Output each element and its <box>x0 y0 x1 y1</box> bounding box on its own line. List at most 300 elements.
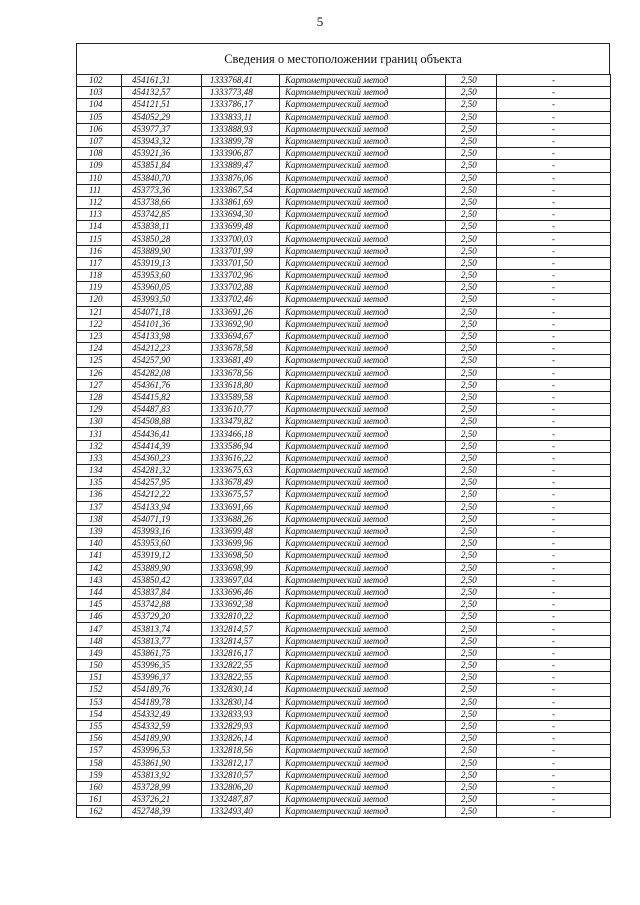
precision-cell: 2,50 <box>446 794 497 806</box>
point-number-cell: 159 <box>77 769 122 781</box>
x-coordinate-cell: 454487,83 <box>122 404 202 416</box>
x-coordinate-cell: 454052,29 <box>122 111 202 123</box>
description-cell: - <box>497 209 611 221</box>
table-row <box>77 477 611 489</box>
boundary-sheet <box>76 43 610 818</box>
y-coordinate-cell: 1332830,14 <box>202 684 280 696</box>
y-coordinate-cell: 1333702,88 <box>202 282 280 294</box>
table-row <box>77 404 611 416</box>
description-cell: - <box>497 635 611 647</box>
x-coordinate-cell: 453960,05 <box>122 282 202 294</box>
description-cell: - <box>497 806 611 818</box>
description-cell: - <box>497 525 611 537</box>
table-row <box>77 111 611 123</box>
point-number-cell: 153 <box>77 696 122 708</box>
description-cell: - <box>497 684 611 696</box>
point-number-cell: 145 <box>77 599 122 611</box>
x-coordinate-cell: 453953,60 <box>122 538 202 550</box>
method-cell: Картометрический метод <box>280 611 446 623</box>
point-number-cell: 104 <box>77 99 122 111</box>
point-number-cell: 140 <box>77 538 122 550</box>
y-coordinate-cell: 1333888,93 <box>202 123 280 135</box>
point-number-cell: 106 <box>77 123 122 135</box>
x-coordinate-cell: 454133,94 <box>122 501 202 513</box>
precision-cell: 2,50 <box>446 111 497 123</box>
description-cell: - <box>497 233 611 245</box>
y-coordinate-cell: 1333833,11 <box>202 111 280 123</box>
table-row <box>77 196 611 208</box>
description-cell: - <box>497 404 611 416</box>
precision-cell: 2,50 <box>446 465 497 477</box>
point-number-cell: 127 <box>77 379 122 391</box>
method-cell: Картометрический метод <box>280 87 446 99</box>
precision-cell: 2,50 <box>446 733 497 745</box>
point-number-cell: 141 <box>77 550 122 562</box>
table-row <box>77 684 611 696</box>
point-number-cell: 117 <box>77 257 122 269</box>
precision-cell: 2,50 <box>446 148 497 160</box>
y-coordinate-cell: 1332829,93 <box>202 720 280 732</box>
table-row <box>77 513 611 525</box>
precision-cell: 2,50 <box>446 660 497 672</box>
precision-cell: 2,50 <box>446 391 497 403</box>
point-number-cell: 105 <box>77 111 122 123</box>
y-coordinate-cell: 1333691,66 <box>202 501 280 513</box>
table-row <box>77 574 611 586</box>
y-coordinate-cell: 1332487,87 <box>202 794 280 806</box>
y-coordinate-cell: 1333675,57 <box>202 489 280 501</box>
method-cell: Картометрический метод <box>280 123 446 135</box>
point-number-cell: 151 <box>77 672 122 684</box>
description-cell: - <box>497 99 611 111</box>
precision-cell: 2,50 <box>446 416 497 428</box>
y-coordinate-cell: 1333698,50 <box>202 550 280 562</box>
method-cell: Картометрический метод <box>280 355 446 367</box>
description-cell: - <box>497 135 611 147</box>
point-number-cell: 132 <box>77 440 122 452</box>
table-row <box>77 221 611 233</box>
point-number-cell: 148 <box>77 635 122 647</box>
precision-cell: 2,50 <box>446 599 497 611</box>
description-cell: - <box>497 75 611 87</box>
y-coordinate-cell: 1332812,17 <box>202 757 280 769</box>
point-number-cell: 102 <box>77 75 122 87</box>
table-row <box>77 245 611 257</box>
description-cell: - <box>497 562 611 574</box>
method-cell: Картометрический метод <box>280 647 446 659</box>
x-coordinate-cell: 454212,23 <box>122 343 202 355</box>
section-title: Сведения о местоположении границ объекта <box>76 43 610 74</box>
precision-cell: 2,50 <box>446 306 497 318</box>
description-cell: - <box>497 477 611 489</box>
point-number-cell: 116 <box>77 245 122 257</box>
precision-cell: 2,50 <box>446 196 497 208</box>
description-cell: - <box>497 330 611 342</box>
description-cell: - <box>497 148 611 160</box>
description-cell: - <box>497 757 611 769</box>
x-coordinate-cell: 453953,60 <box>122 270 202 282</box>
precision-cell: 2,50 <box>446 452 497 464</box>
x-coordinate-cell: 454071,19 <box>122 513 202 525</box>
description-cell: - <box>497 611 611 623</box>
method-cell: Картометрический метод <box>280 623 446 635</box>
method-cell: Картометрический метод <box>280 477 446 489</box>
method-cell: Картометрический метод <box>280 733 446 745</box>
point-number-cell: 120 <box>77 294 122 306</box>
method-cell: Картометрический метод <box>280 209 446 221</box>
y-coordinate-cell: 1332810,57 <box>202 769 280 781</box>
x-coordinate-cell: 453813,77 <box>122 635 202 647</box>
precision-cell: 2,50 <box>446 318 497 330</box>
point-number-cell: 155 <box>77 720 122 732</box>
description-cell: - <box>497 282 611 294</box>
table-row <box>77 87 611 99</box>
description-cell: - <box>497 87 611 99</box>
precision-cell: 2,50 <box>446 440 497 452</box>
y-coordinate-cell: 1332816,17 <box>202 647 280 659</box>
table-row <box>77 209 611 221</box>
precision-cell: 2,50 <box>446 806 497 818</box>
method-cell: Картометрический метод <box>280 221 446 233</box>
description-cell: - <box>497 245 611 257</box>
y-coordinate-cell: 1332493,40 <box>202 806 280 818</box>
description-cell: - <box>497 318 611 330</box>
method-cell: Картометрический метод <box>280 75 446 87</box>
point-number-cell: 121 <box>77 306 122 318</box>
table-row <box>77 257 611 269</box>
x-coordinate-cell: 454257,95 <box>122 477 202 489</box>
y-coordinate-cell: 1333616,22 <box>202 452 280 464</box>
x-coordinate-cell: 453726,21 <box>122 794 202 806</box>
x-coordinate-cell: 453921,36 <box>122 148 202 160</box>
description-cell: - <box>497 270 611 282</box>
y-coordinate-cell: 1333479,82 <box>202 416 280 428</box>
y-coordinate-cell: 1333899,78 <box>202 135 280 147</box>
table-row <box>77 465 611 477</box>
description-cell: - <box>497 355 611 367</box>
point-number-cell: 150 <box>77 660 122 672</box>
y-coordinate-cell: 1333699,48 <box>202 221 280 233</box>
method-cell: Картометрический метод <box>280 233 446 245</box>
description-cell: - <box>497 306 611 318</box>
y-coordinate-cell: 1332822,55 <box>202 672 280 684</box>
table-row <box>77 367 611 379</box>
table-row <box>77 562 611 574</box>
description-cell: - <box>497 696 611 708</box>
precision-cell: 2,50 <box>446 99 497 111</box>
table-row <box>77 806 611 818</box>
method-cell: Картометрический метод <box>280 148 446 160</box>
table-row <box>77 489 611 501</box>
table-row <box>77 135 611 147</box>
method-cell: Картометрический метод <box>280 513 446 525</box>
point-number-cell: 115 <box>77 233 122 245</box>
precision-cell: 2,50 <box>446 379 497 391</box>
point-number-cell: 139 <box>77 525 122 537</box>
table-row <box>77 696 611 708</box>
point-number-cell: 130 <box>77 416 122 428</box>
method-cell: Картометрический метод <box>280 489 446 501</box>
method-cell: Картометрический метод <box>280 599 446 611</box>
method-cell: Картометрический метод <box>280 757 446 769</box>
y-coordinate-cell: 1332814,57 <box>202 623 280 635</box>
x-coordinate-cell: 453861,90 <box>122 757 202 769</box>
x-coordinate-cell: 454436,41 <box>122 428 202 440</box>
description-cell: - <box>497 781 611 793</box>
y-coordinate-cell: 1332818,56 <box>202 745 280 757</box>
y-coordinate-cell: 1333694,30 <box>202 209 280 221</box>
y-coordinate-cell: 1333702,96 <box>202 270 280 282</box>
description-cell: - <box>497 647 611 659</box>
table-row <box>77 148 611 160</box>
table-row <box>77 123 611 135</box>
x-coordinate-cell: 453837,84 <box>122 586 202 598</box>
method-cell: Картометрический метод <box>280 501 446 513</box>
table-row <box>77 391 611 403</box>
method-cell: Картометрический метод <box>280 574 446 586</box>
table-row <box>77 306 611 318</box>
table-row <box>77 757 611 769</box>
method-cell: Картометрический метод <box>280 245 446 257</box>
point-number-cell: 131 <box>77 428 122 440</box>
precision-cell: 2,50 <box>446 209 497 221</box>
method-cell: Картометрический метод <box>280 428 446 440</box>
table-row <box>77 172 611 184</box>
x-coordinate-cell: 453996,35 <box>122 660 202 672</box>
y-coordinate-cell: 1333906,87 <box>202 148 280 160</box>
description-cell: - <box>497 184 611 196</box>
y-coordinate-cell: 1333701,50 <box>202 257 280 269</box>
method-cell: Картометрический метод <box>280 99 446 111</box>
table-row <box>77 294 611 306</box>
method-cell: Картометрический метод <box>280 720 446 732</box>
x-coordinate-cell: 453943,32 <box>122 135 202 147</box>
y-coordinate-cell: 1332833,93 <box>202 708 280 720</box>
method-cell: Картометрический метод <box>280 562 446 574</box>
precision-cell: 2,50 <box>446 135 497 147</box>
y-coordinate-cell: 1333702,46 <box>202 294 280 306</box>
table-row <box>77 160 611 172</box>
y-coordinate-cell: 1333466,18 <box>202 428 280 440</box>
precision-cell: 2,50 <box>446 696 497 708</box>
y-coordinate-cell: 1333678,49 <box>202 477 280 489</box>
x-coordinate-cell: 454071,18 <box>122 306 202 318</box>
precision-cell: 2,50 <box>446 257 497 269</box>
x-coordinate-cell: 453919,12 <box>122 550 202 562</box>
y-coordinate-cell: 1333678,58 <box>202 343 280 355</box>
point-number-cell: 113 <box>77 209 122 221</box>
x-coordinate-cell: 454189,78 <box>122 696 202 708</box>
x-coordinate-cell: 453996,53 <box>122 745 202 757</box>
method-cell: Картометрический метод <box>280 172 446 184</box>
y-coordinate-cell: 1333694,67 <box>202 330 280 342</box>
description-cell: - <box>497 440 611 452</box>
method-cell: Картометрический метод <box>280 586 446 598</box>
precision-cell: 2,50 <box>446 720 497 732</box>
precision-cell: 2,50 <box>446 635 497 647</box>
precision-cell: 2,50 <box>446 233 497 245</box>
table-row <box>77 501 611 513</box>
point-number-cell: 149 <box>77 647 122 659</box>
x-coordinate-cell: 454189,90 <box>122 733 202 745</box>
table-row <box>77 318 611 330</box>
table-row <box>77 330 611 342</box>
x-coordinate-cell: 454415,82 <box>122 391 202 403</box>
x-coordinate-cell: 454212,22 <box>122 489 202 501</box>
x-coordinate-cell: 454414,39 <box>122 440 202 452</box>
description-cell: - <box>497 538 611 550</box>
point-number-cell: 160 <box>77 781 122 793</box>
precision-cell: 2,50 <box>446 75 497 87</box>
precision-cell: 2,50 <box>446 586 497 598</box>
x-coordinate-cell: 453850,42 <box>122 574 202 586</box>
x-coordinate-cell: 453728,99 <box>122 781 202 793</box>
description-cell: - <box>497 574 611 586</box>
description-cell: - <box>497 720 611 732</box>
y-coordinate-cell: 1333876,06 <box>202 172 280 184</box>
description-cell: - <box>497 221 611 233</box>
table-row <box>77 611 611 623</box>
y-coordinate-cell: 1333701,99 <box>202 245 280 257</box>
method-cell: Картометрический метод <box>280 452 446 464</box>
method-cell: Картометрический метод <box>280 745 446 757</box>
point-number-cell: 158 <box>77 757 122 769</box>
method-cell: Картометрический метод <box>280 769 446 781</box>
y-coordinate-cell: 1333586,94 <box>202 440 280 452</box>
table-row <box>77 550 611 562</box>
precision-cell: 2,50 <box>446 294 497 306</box>
table-row <box>77 635 611 647</box>
precision-cell: 2,50 <box>446 428 497 440</box>
x-coordinate-cell: 453919,13 <box>122 257 202 269</box>
method-cell: Картометрический метод <box>280 404 446 416</box>
method-cell: Картометрический метод <box>280 282 446 294</box>
table-row <box>77 599 611 611</box>
precision-cell: 2,50 <box>446 745 497 757</box>
x-coordinate-cell: 454281,32 <box>122 465 202 477</box>
method-cell: Картометрический метод <box>280 794 446 806</box>
precision-cell: 2,50 <box>446 623 497 635</box>
method-cell: Картометрический метод <box>280 306 446 318</box>
precision-cell: 2,50 <box>446 769 497 781</box>
method-cell: Картометрический метод <box>280 550 446 562</box>
description-cell: - <box>497 623 611 635</box>
precision-cell: 2,50 <box>446 538 497 550</box>
y-coordinate-cell: 1332806,20 <box>202 781 280 793</box>
point-number-cell: 107 <box>77 135 122 147</box>
method-cell: Картометрический метод <box>280 196 446 208</box>
point-number-cell: 144 <box>77 586 122 598</box>
y-coordinate-cell: 1333699,96 <box>202 538 280 550</box>
x-coordinate-cell: 454282,08 <box>122 367 202 379</box>
method-cell: Картометрический метод <box>280 416 446 428</box>
table-row <box>77 733 611 745</box>
x-coordinate-cell: 454332,49 <box>122 708 202 720</box>
precision-cell: 2,50 <box>446 221 497 233</box>
description-cell: - <box>497 172 611 184</box>
description-cell: - <box>497 391 611 403</box>
y-coordinate-cell: 1333696,46 <box>202 586 280 598</box>
precision-cell: 2,50 <box>446 477 497 489</box>
y-coordinate-cell: 1333618,80 <box>202 379 280 391</box>
precision-cell: 2,50 <box>446 172 497 184</box>
x-coordinate-cell: 452748,39 <box>122 806 202 818</box>
precision-cell: 2,50 <box>446 245 497 257</box>
precision-cell: 2,50 <box>446 684 497 696</box>
x-coordinate-cell: 453813,74 <box>122 623 202 635</box>
method-cell: Картометрический метод <box>280 465 446 477</box>
y-coordinate-cell: 1333697,04 <box>202 574 280 586</box>
description-cell: - <box>497 257 611 269</box>
point-number-cell: 125 <box>77 355 122 367</box>
point-number-cell: 152 <box>77 684 122 696</box>
method-cell: Картометрический метод <box>280 525 446 537</box>
point-number-cell: 156 <box>77 733 122 745</box>
point-number-cell: 112 <box>77 196 122 208</box>
x-coordinate-cell: 453996,37 <box>122 672 202 684</box>
method-cell: Картометрический метод <box>280 270 446 282</box>
point-number-cell: 162 <box>77 806 122 818</box>
x-coordinate-cell: 454360,23 <box>122 452 202 464</box>
method-cell: Картометрический метод <box>280 111 446 123</box>
point-number-cell: 157 <box>77 745 122 757</box>
method-cell: Картометрический метод <box>280 440 446 452</box>
description-cell: - <box>497 708 611 720</box>
precision-cell: 2,50 <box>446 404 497 416</box>
precision-cell: 2,50 <box>446 550 497 562</box>
table-row <box>77 379 611 391</box>
x-coordinate-cell: 453773,36 <box>122 184 202 196</box>
y-coordinate-cell: 1333867,54 <box>202 184 280 196</box>
point-number-cell: 110 <box>77 172 122 184</box>
coordinates-table-body <box>77 75 611 818</box>
x-coordinate-cell: 453851,84 <box>122 160 202 172</box>
method-cell: Картометрический метод <box>280 684 446 696</box>
y-coordinate-cell: 1333675,63 <box>202 465 280 477</box>
point-number-cell: 111 <box>77 184 122 196</box>
y-coordinate-cell: 1333610,77 <box>202 404 280 416</box>
method-cell: Картометрический метод <box>280 635 446 647</box>
description-cell: - <box>497 123 611 135</box>
table-row <box>77 720 611 732</box>
precision-cell: 2,50 <box>446 270 497 282</box>
table-row <box>77 355 611 367</box>
x-coordinate-cell: 454361,76 <box>122 379 202 391</box>
description-cell: - <box>497 111 611 123</box>
precision-cell: 2,50 <box>446 757 497 769</box>
description-cell: - <box>497 745 611 757</box>
precision-cell: 2,50 <box>446 781 497 793</box>
precision-cell: 2,50 <box>446 562 497 574</box>
method-cell: Картометрический метод <box>280 391 446 403</box>
method-cell: Картометрический метод <box>280 294 446 306</box>
precision-cell: 2,50 <box>446 355 497 367</box>
table-row <box>77 343 611 355</box>
method-cell: Картометрический метод <box>280 660 446 672</box>
x-coordinate-cell: 453738,66 <box>122 196 202 208</box>
precision-cell: 2,50 <box>446 330 497 342</box>
x-coordinate-cell: 454132,57 <box>122 87 202 99</box>
y-coordinate-cell: 1332826,14 <box>202 733 280 745</box>
method-cell: Картометрический метод <box>280 696 446 708</box>
table-row <box>77 623 611 635</box>
method-cell: Картометрический метод <box>280 318 446 330</box>
y-coordinate-cell: 1333861,69 <box>202 196 280 208</box>
y-coordinate-cell: 1333698,99 <box>202 562 280 574</box>
point-number-cell: 124 <box>77 343 122 355</box>
precision-cell: 2,50 <box>446 343 497 355</box>
description-cell: - <box>497 660 611 672</box>
